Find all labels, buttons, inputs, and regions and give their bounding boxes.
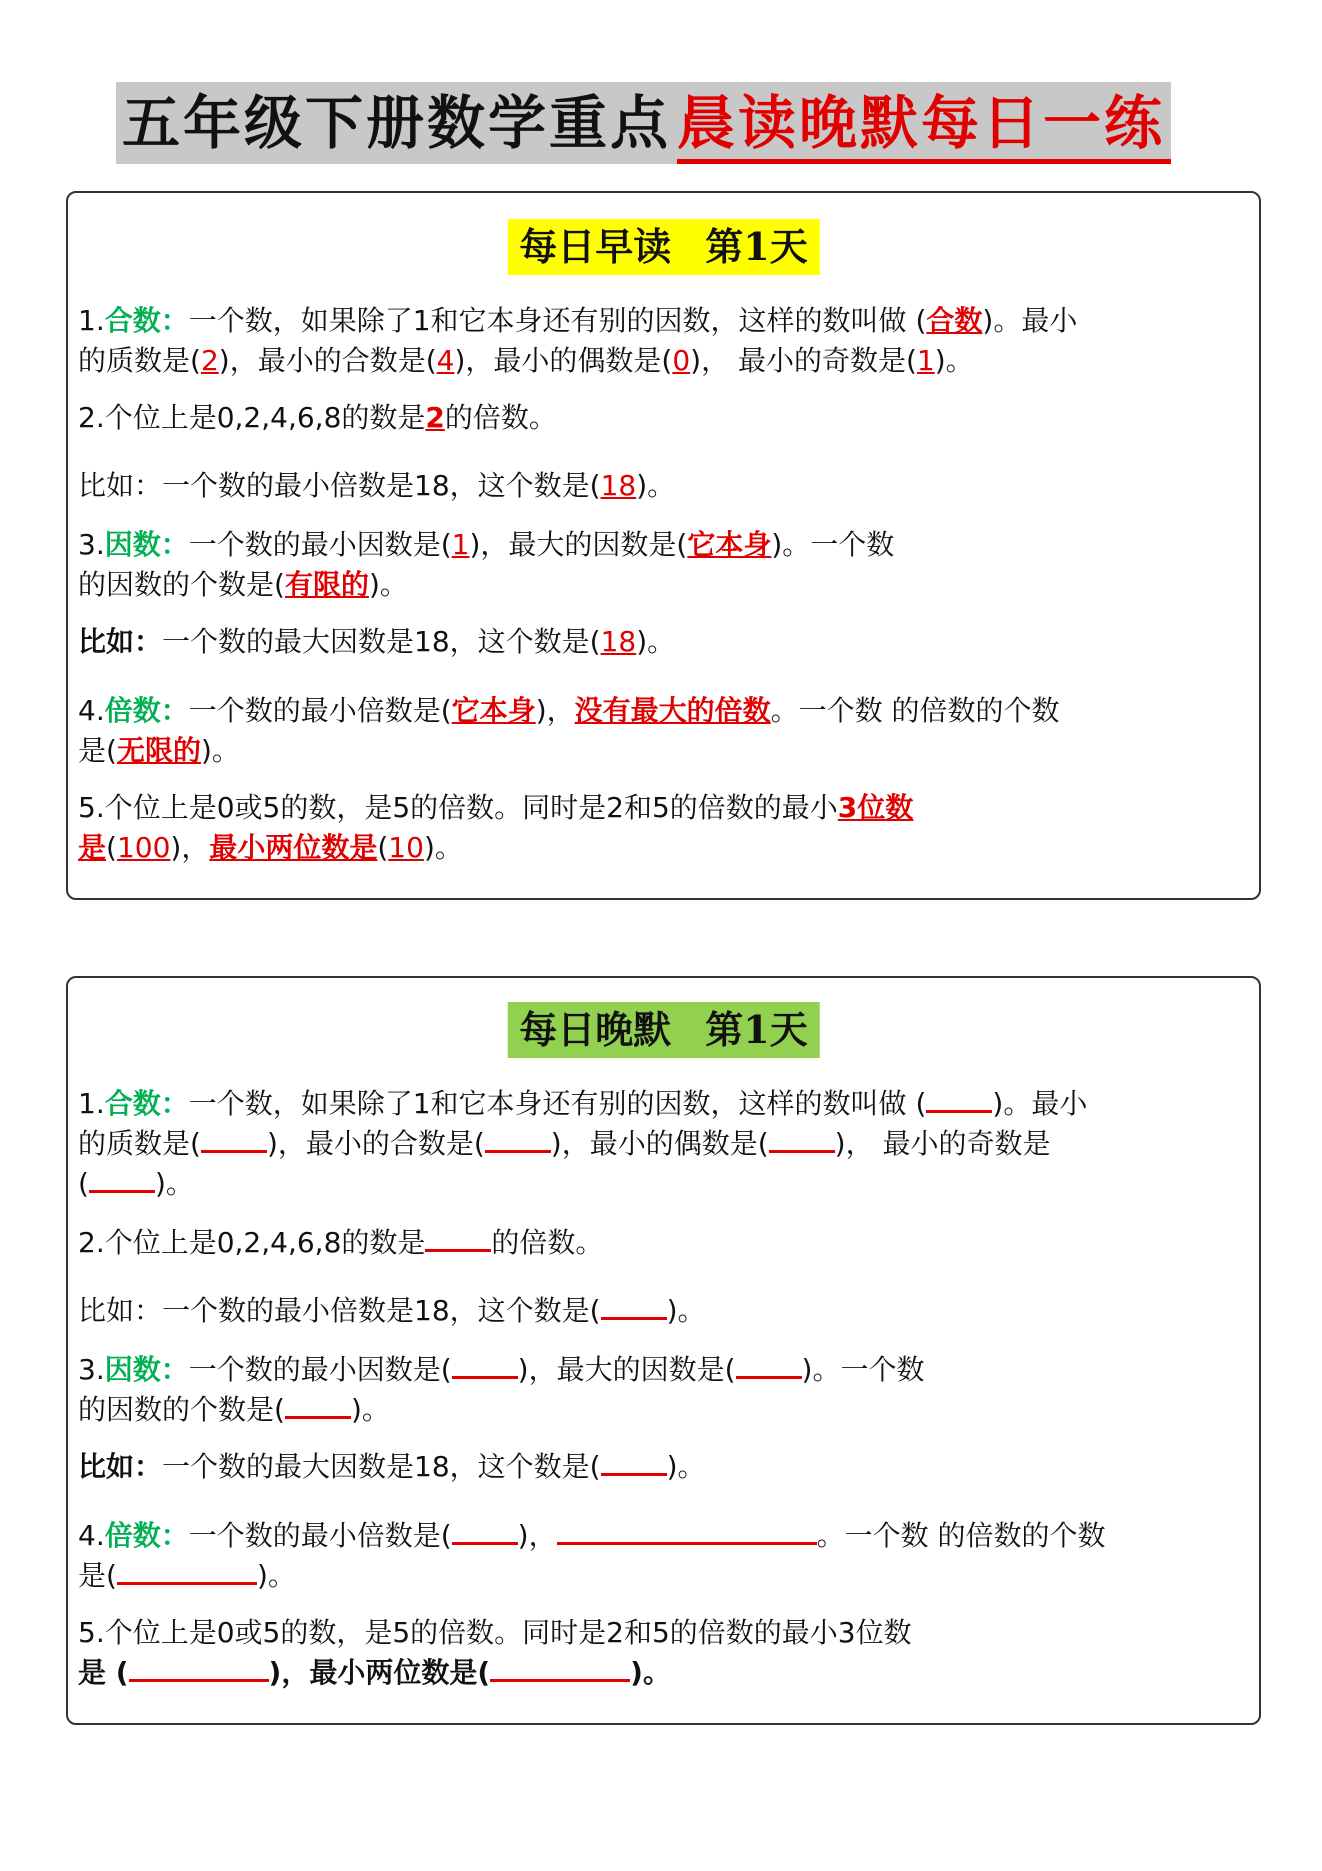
evening-item4-line1: 4.倍数：一个数的最小倍数是( )， 。一个数 的倍数的个数 (78, 1516, 1249, 1556)
answer-blank[interactable] (285, 1390, 351, 1419)
morning-item1-line2: 的质数是(2)，最小的合数是(4)，最小的偶数是(0)， 最小的奇数是(1)。 (78, 344, 974, 377)
answer-blank[interactable] (452, 1350, 518, 1379)
item-number: 4. (78, 694, 105, 727)
answer-blank[interactable] (601, 1447, 667, 1476)
evening-item3-line2: 的因数的个数是( )。 (78, 1390, 1249, 1430)
answer: 最小两位数是 (209, 831, 378, 864)
answer: 合数 (926, 304, 983, 337)
evening-item2: 2.个位上是0,2,4,6,8的数是 的倍数。 (78, 1223, 1249, 1263)
evening-item5-line2: 是 ( )，最小两位数是( )。 (78, 1653, 1249, 1693)
item-number: 1. (78, 1087, 105, 1120)
answer: 无限的 (116, 734, 201, 767)
evening-card (66, 976, 1261, 1725)
morning-example2: 比如：一个数的最大因数是18，这个数是(18)。 (78, 625, 676, 658)
term-label: 倍数： (104, 1519, 189, 1552)
title-part2: 晨读晚默每日一练 (677, 82, 1171, 164)
evening-title (507, 1002, 819, 1058)
answer-blank[interactable] (601, 1291, 667, 1320)
item-number: 1. (78, 304, 105, 337)
answer: 是 (78, 831, 107, 864)
answer: 没有最大的倍数 (574, 694, 771, 727)
page-title (116, 82, 1171, 164)
term-label: 因数： (104, 528, 189, 561)
term-label: 合数： (104, 1087, 189, 1120)
answer: 2 (425, 401, 445, 434)
evening-item4-line2: 是( )。 (78, 1556, 1249, 1596)
item-number: 3. (78, 528, 105, 561)
term-label: 合数： (104, 304, 189, 337)
answer: 18 (600, 625, 637, 658)
morning-item5-line2: 是(100)，最小两位数是(10)。 (78, 831, 463, 864)
evening-item5-line1: 5.个位上是0或5的数，是5的倍数。同时是2和5的倍数的最小3位数 (78, 1616, 912, 1649)
answer: 0 (672, 344, 691, 377)
title-part1: 五年级下册数学重点 (116, 82, 677, 164)
answer-blank[interactable] (736, 1350, 802, 1379)
answer-blank[interactable] (117, 1556, 257, 1585)
answer-blank[interactable] (926, 1084, 992, 1113)
morning-title-b: 第1天 (705, 224, 808, 269)
answer: 1 (451, 528, 470, 561)
item-number: 3. (78, 1353, 105, 1386)
answer-blank[interactable] (452, 1516, 518, 1545)
answer-blank[interactable] (490, 1653, 630, 1682)
answer-blank[interactable] (201, 1124, 267, 1153)
morning-example1: 比如：一个数的最小倍数是18，这个数是(18)。 (78, 469, 676, 502)
evening-example2: 比如：一个数的最大因数是18，这个数是( )。 (78, 1447, 1249, 1487)
evening-example1: 比如：一个数的最小倍数是18，这个数是( )。 (78, 1291, 1249, 1331)
answer: 18 (600, 469, 637, 502)
term-label: 因数： (104, 1353, 189, 1386)
morning-item4-line2: 是(无限的)。 (78, 734, 240, 767)
morning-item5-line1: 5.个位上是0或5的数，是5的倍数。同时是2和5的倍数的最小3位数 (78, 791, 914, 824)
evening-item1-line3: ( )。 (78, 1164, 1249, 1204)
morning-item1-line1: 1.合数：一个数，如果除了1和它本身还有别的因数，这样的数叫做 (合数)。最小 (78, 304, 1078, 337)
term-label: 倍数： (104, 694, 189, 727)
answer-blank[interactable] (425, 1223, 491, 1252)
answer: 它本身 (687, 528, 772, 561)
answer-blank[interactable] (485, 1124, 551, 1153)
answer-blank[interactable] (89, 1164, 155, 1193)
item-number: 4. (78, 1519, 105, 1552)
morning-card (66, 191, 1261, 900)
answer: 有限的 (284, 568, 369, 601)
morning-item2: 2.个位上是0,2,4,6,8的数是2的倍数。 (78, 401, 557, 434)
answer: 3位数 (837, 791, 914, 824)
answer-blank[interactable] (769, 1124, 835, 1153)
morning-item4-line1: 4.倍数：一个数的最小倍数是(它本身)，没有最大的倍数。一个数 的倍数的个数 (78, 694, 1060, 727)
evening-title-b: 第1天 (705, 1007, 808, 1052)
answer-blank[interactable] (129, 1653, 269, 1682)
morning-title (507, 219, 819, 275)
answer-blank[interactable] (557, 1516, 817, 1545)
answer: 1 (916, 344, 935, 377)
evening-item1-line1: 1.合数：一个数，如果除了1和它本身还有别的因数，这样的数叫做 ( )。最小 (78, 1084, 1249, 1124)
answer: 4 (436, 344, 455, 377)
answer: 它本身 (451, 694, 536, 727)
evening-item3-line1: 3.因数：一个数的最小因数是( )，最大的因数是( )。一个数 (78, 1350, 1249, 1390)
morning-title-a: 每日早读 (519, 224, 672, 269)
answer: 10 (388, 831, 424, 864)
answer: 2 (200, 344, 219, 377)
morning-item3-line1: 3.因数：一个数的最小因数是(1)，最大的因数是(它本身)。一个数 (78, 528, 895, 561)
answer: 100 (116, 831, 171, 864)
evening-title-a: 每日晚默 (519, 1007, 672, 1052)
morning-item3-line2: 的因数的个数是(有限的)。 (78, 568, 408, 601)
evening-item1-line2: 的质数是( )，最小的合数是( )，最小的偶数是( )， 最小的奇数是 (78, 1124, 1249, 1164)
